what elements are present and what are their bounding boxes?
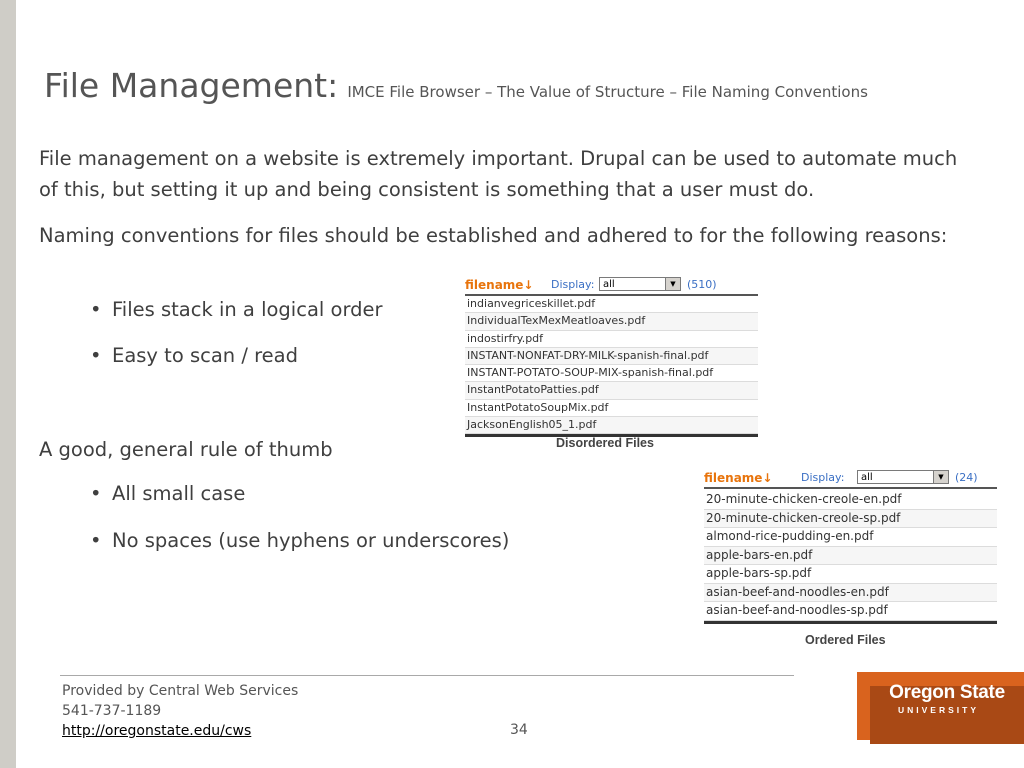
file-row[interactable]: indostirfry.pdf (465, 331, 758, 348)
file-row[interactable]: InstantPotatoPatties.pdf (465, 382, 758, 399)
footer-divider (60, 675, 794, 676)
rule-item (90, 529, 509, 552)
file-browser-header (704, 469, 997, 489)
bullet-marker: • (90, 298, 102, 321)
chevron-down-icon: ▼ (665, 278, 680, 290)
logo-line2: UNIVERSITY (898, 705, 980, 715)
file-list (704, 489, 997, 624)
footer-phone: 541-737-1189 (62, 703, 162, 719)
naming-paragraph: Naming conventions for files should be established and adhered to for the following reasons: (39, 224, 948, 247)
reason-item (90, 298, 383, 321)
file-row[interactable]: apple-bars-en.pdf (704, 547, 997, 566)
left-accent-bar (0, 0, 16, 768)
slide-title (44, 66, 868, 105)
file-row[interactable]: JacksonEnglish05_1.pdf (465, 417, 758, 434)
file-row[interactable]: INSTANT-NONFAT-DRY-MILK-spanish-final.pdf (465, 348, 758, 365)
file-row[interactable]: asian-beef-and-noodles-en.pdf (704, 584, 997, 603)
intro-paragraph: File management on a website is extremely important. Drupal can be used to automate much of this, but setting it up and being consistent is something that a user must do. (39, 147, 958, 201)
reason-text: Easy to scan / read (112, 344, 299, 367)
file-row[interactable]: apple-bars-sp.pdf (704, 565, 997, 584)
title-subtitle: IMCE File Browser – The Value of Structure – File Naming Conventions (347, 83, 868, 101)
bullet-marker: • (90, 482, 102, 505)
disordered-caption: Disordered Files (556, 436, 654, 450)
ordered-file-browser (704, 469, 997, 624)
footer-link[interactable]: http://oregonstate.edu/cws (62, 723, 252, 739)
bullet-marker: • (90, 344, 102, 367)
osu-logo-text (870, 682, 1024, 715)
display-select[interactable] (599, 277, 681, 291)
file-row[interactable]: asian-beef-and-noodles-sp.pdf (704, 602, 997, 621)
bullet-marker: • (90, 529, 102, 552)
file-browser-header (465, 276, 758, 296)
title-main: File Management: (44, 66, 339, 105)
file-row[interactable]: almond-rice-pudding-en.pdf (704, 528, 997, 547)
file-row[interactable]: 20-minute-chicken-creole-sp.pdf (704, 510, 997, 529)
filename-sort-header[interactable]: filename↓ (704, 471, 773, 485)
logo-line1: Oregon State (889, 682, 1005, 703)
display-label: Display: (801, 471, 845, 484)
file-row[interactable]: 20-minute-chicken-creole-en.pdf (704, 491, 997, 510)
rule-item (90, 482, 245, 505)
file-count: (510) (687, 278, 717, 291)
filename-sort-header[interactable]: filename↓ (465, 278, 534, 292)
file-row[interactable]: InstantPotatoSoupMix.pdf (465, 400, 758, 417)
disordered-file-browser (465, 276, 758, 437)
rule-text: All small case (112, 482, 246, 505)
file-row[interactable]: indianvegriceskillet.pdf (465, 296, 758, 313)
display-select-value: all (861, 472, 873, 483)
ordered-caption: Ordered Files (805, 633, 886, 647)
rule-heading: A good, general rule of thumb (39, 438, 333, 461)
display-label: Display: (551, 278, 595, 291)
reason-item (90, 344, 298, 367)
reason-text: Files stack in a logical order (112, 298, 383, 321)
rule-text: No spaces (use hyphens or underscores) (112, 529, 510, 552)
file-row[interactable]: IndividualTexMexMeatloaves.pdf (465, 313, 758, 330)
display-select-value: all (603, 279, 615, 290)
display-select[interactable] (857, 470, 949, 484)
page-number: 34 (510, 722, 528, 738)
file-count: (24) (955, 471, 978, 484)
footer-provider: Provided by Central Web Services (62, 683, 299, 699)
footer-info (62, 681, 298, 741)
file-list (465, 296, 758, 437)
chevron-down-icon: ▼ (933, 471, 948, 483)
file-row[interactable]: INSTANT-POTATO-SOUP-MIX-spanish-final.pdf (465, 365, 758, 382)
